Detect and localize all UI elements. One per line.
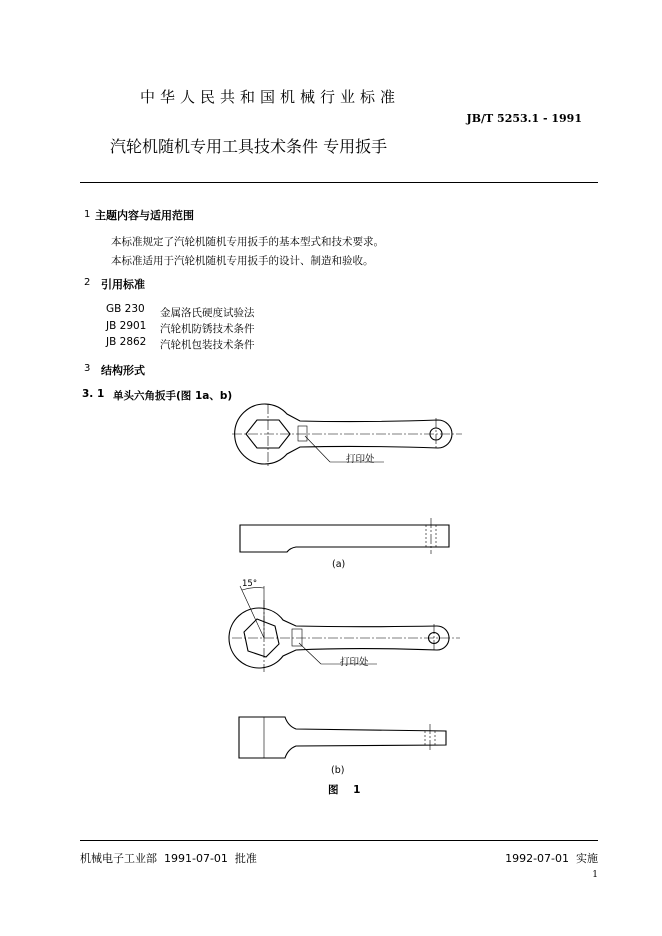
section-3-1-heading: 单头六角扳手(图 1a、b): [113, 390, 233, 402]
figure-a-caption: (a): [332, 559, 346, 570]
reference-code: GB 230: [106, 303, 145, 315]
section-2-heading: 引用标准: [101, 278, 145, 291]
angle-label: 15°: [242, 579, 258, 589]
standard-org: 中华人民共和国机械行业标准: [140, 88, 401, 106]
document-title: 汽轮机随机专用工具技术条件 专用扳手: [110, 137, 388, 156]
section-1-number: 1: [84, 209, 91, 220]
figure-b-caption: (b): [331, 765, 345, 776]
marking-label-a: 打印处: [346, 454, 375, 465]
section-3-heading: 结构形式: [101, 364, 145, 377]
reference-name: 金属洛氏硬度试验法: [160, 307, 255, 319]
figure-caption: 图 1: [328, 784, 361, 796]
footer-rule: [80, 840, 598, 841]
reference-name: 汽轮机防锈技术条件: [160, 323, 255, 335]
section-1-heading: 主题内容与适用范围: [95, 209, 194, 222]
section-3-number: 3: [84, 363, 91, 374]
approval-line: 机械电子工业部 1991-07-01 批准: [80, 852, 257, 865]
reference-code: JB 2901: [106, 320, 147, 332]
reference-code: JB 2862: [106, 336, 147, 348]
section-2-number: 2: [84, 277, 91, 288]
page-number: 1: [592, 870, 598, 880]
standard-code: JB/T 5253.1 - 1991: [466, 112, 582, 125]
marking-label-b: 打印处: [340, 657, 369, 668]
implementation-line: 1992-07-01 实施: [505, 852, 598, 865]
section-1-paragraph-1: 本标准规定了汽轮机随机专用扳手的基本型式和技术要求。: [111, 236, 384, 248]
section-1-paragraph-2: 本标准适用于汽轮机随机专用扳手的设计、制造和验收。: [111, 255, 374, 267]
reference-name: 汽轮机包装技术条件: [160, 339, 255, 351]
section-3-1-number: 3. 1: [82, 388, 105, 400]
